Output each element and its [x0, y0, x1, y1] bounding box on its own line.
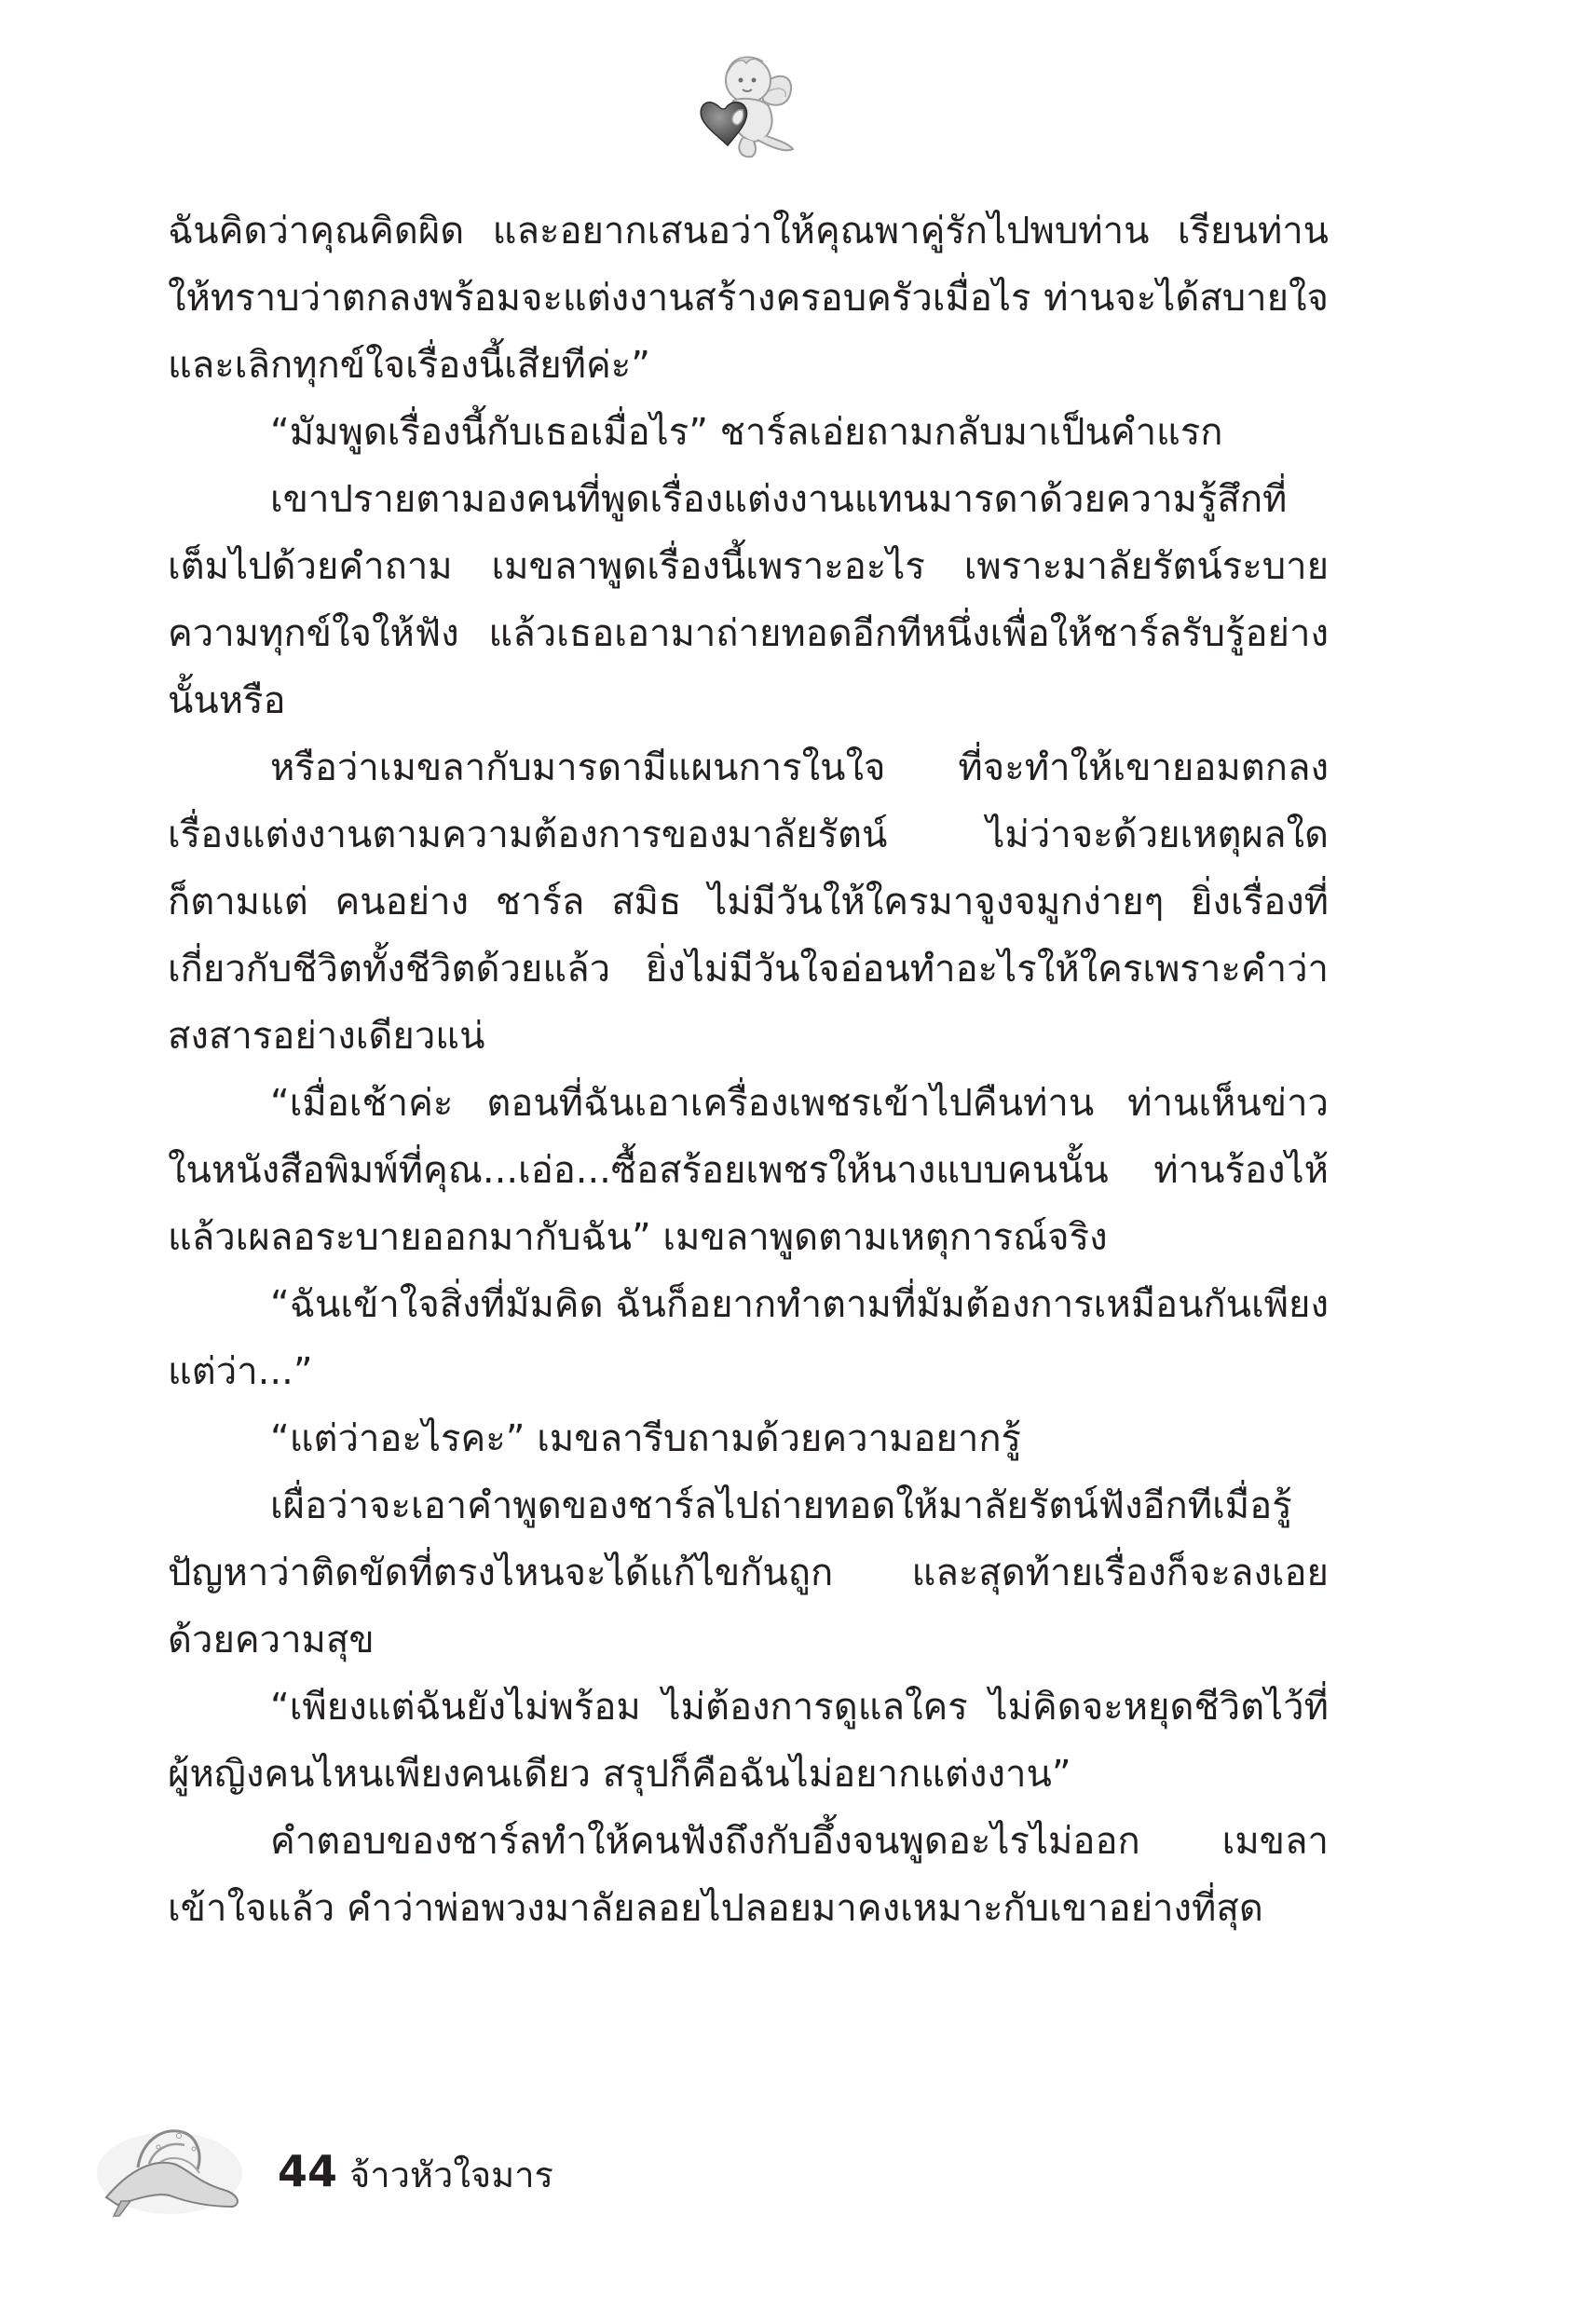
book-title: จ้าวหัวใจมาร [349, 2154, 553, 2195]
paragraph-6: “ฉันเข้าใจสิ่งที่มัมคิด ฉันก็อยากทำตามที่มัมต้องการเหมือนกันเพียงแต่ว่า...” [168, 1283, 1329, 1393]
high-heel-shoe-icon [93, 2108, 247, 2220]
paragraph-2: “มัมพูดเรื่องนี้กับเธอเมื่อไร” ชาร์ลเอ่ยถามกลับมาเป็นคำแรก [270, 411, 1223, 454]
paragraph-9: “เพียงแต่ฉันยังไม่พร้อม ไม่ต้องการดูแลใคร ไม่คิดจะหยุดชีวิตไว้ที่ผู้หญิงคนไหนเพียงคนเดียว สรุปก็คือฉันไม่อยากแต่งงาน” [168, 1686, 1329, 1796]
paragraph-3: เขาปรายตามองคนที่พูดเรื่องแต่งงานแทนมารดาด้วยความรู้สึกที่เต็มไปด้วยคำถาม เมขลาพูดเรื่องนี้เพราะอะไร เพราะมาลัยรัตน์ระบายความทุกข์ใจให้ฟัง แล้วเธอเอามาถ่ายทอดอีกทีหนึ่งเพื่อให้ชาร์ลรับรู้อย่างนั้นหรือ [168, 478, 1329, 722]
page-footer [93, 2108, 839, 2238]
paragraph-8: เผื่อว่าจะเอาคำพูดของชาร์ลไปถ่ายทอดให้มาลัยรัตน์ฟังอีกทีเมื่อรู้ปัญหาว่าติดขัดที่ตรงไหนจะได้แก้ไขกันถูก และสุดท้ายเรื่องก็จะลงเอยด้วยความสุข [168, 1484, 1329, 1661]
paragraph-7: “แต่ว่าอะไรคะ” เมขลารีบถามด้วยความอยากรู้ [270, 1417, 1022, 1460]
paragraph-5: “เมื่อเช้าค่ะ ตอนที่ฉันเอาเครื่องเพชรเข้าไปคืนท่าน ท่านเห็นข่าวในหนังสือพิมพ์ที่คุณ...เอ่อ...ซื้อสร้อยเพชรให้นางแบบคนนั้น ท่านร้องไห้แล้วเผลอระบายออกมากับฉัน” เมขลาพูดตามเหตุการณ์จริง [168, 1082, 1329, 1259]
body-text [168, 198, 1329, 1942]
paragraph-1: ฉันคิดว่าคุณคิดผิด และอยากเสนอว่าให้คุณพาคู่รักไปพบท่าน เรียนท่านให้ทราบว่าตกลงพร้อมจะแต่งงานสร้างครอบครัวเมื่อไร ท่านจะได้สบายใจและเลิกทุกข์ใจเรื่องนี้เสียทีค่ะ” [168, 210, 1329, 387]
paragraph-4: หรือว่าเมขลากับมารดามีแผนการในใจ ที่จะทำให้เขายอมตกลงเรื่องแต่งงานตามความต้องการของมาลัยรัตน์ ไม่ว่าจะด้วยเหตุผลใดก็ตามแต่ คนอย่าง ชาร์ล สมิธ ไม่มีวันให้ใครมาจูงจมูกง่ายๆ ยิ่งเรื่องที่เกี่ยวกับชีวิตทั้งชีวิตด้วยแล้ว ยิ่งไม่มีวันใจอ่อนทำอะไรให้ใครเพราะคำว่าสงสารอย่างเดียวแน่ [168, 746, 1329, 1058]
page-number: 44 [278, 2146, 338, 2196]
paragraph-10: คำตอบของชาร์ลทำให้คนฟังถึงกับอึ้งจนพูดอะไรไม่ออก เมขลาเข้าใจแล้ว คำว่าพ่อพวงมาลัยลอยไปลอยมาคงเหมาะกับเขาอย่างที่สุด [168, 1820, 1329, 1930]
cherub-with-heart-icon [696, 48, 798, 166]
